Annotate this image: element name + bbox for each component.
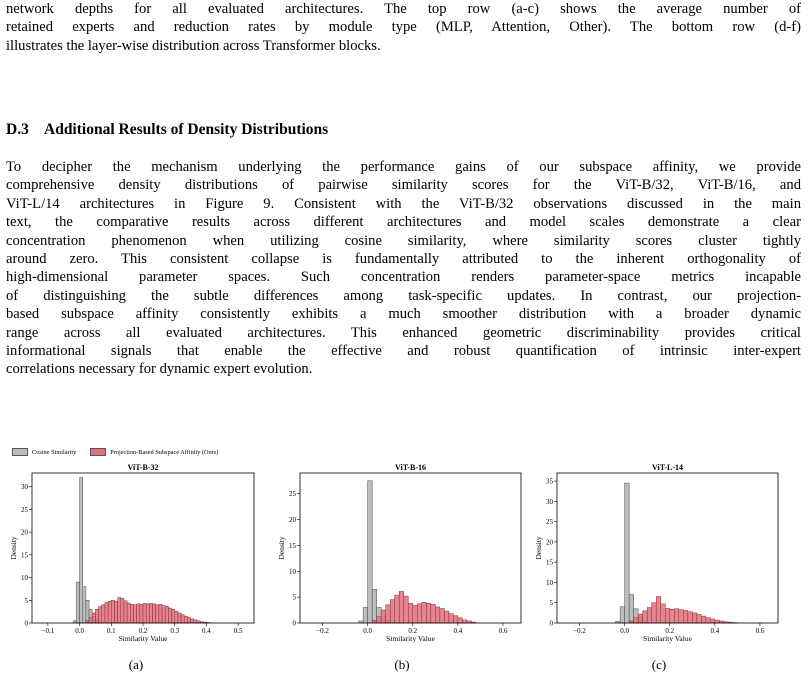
y-tick-label: 5 (292, 593, 296, 602)
bar-affinity (404, 596, 409, 623)
section-number: D.3 (6, 121, 29, 138)
y-axis-label: Density (534, 536, 543, 560)
x-tick-label: 0.0 (363, 627, 373, 635)
bar-affinity (124, 601, 127, 623)
x-tick-label: 0.0 (620, 627, 630, 635)
bar-affinity (634, 618, 639, 623)
paragraph-line: To decipher the mechanism underlying the performance gains of our subspace affinity, we provide (6, 159, 801, 175)
bar-affinity (674, 609, 679, 623)
y-tick-label: 15 (546, 558, 553, 567)
paragraph-line: ViT-L/14 architectures in Figure 9. Consistent with the ViT-B/32 observations discussed in the main (6, 195, 801, 212)
bar-cosine (83, 587, 86, 623)
bar-affinity (159, 604, 162, 623)
figure-legend (12, 446, 232, 458)
y-tick-label: 0 (292, 619, 296, 628)
y-tick-label: 25 (289, 490, 296, 499)
bar-affinity (153, 604, 156, 623)
bar-affinity (191, 619, 194, 623)
bar-affinity (172, 609, 175, 623)
x-tick-label: 0.0 (75, 627, 84, 635)
bar-affinity (162, 606, 165, 623)
paragraph-line: comprehensive density distributions of pairwise similarity scores for the ViT-B/32, ViT-B/16, and (6, 177, 801, 194)
section-heading (6, 121, 328, 139)
chart-title: ViT-B-16 (395, 463, 426, 472)
legend-item-cosine (12, 448, 76, 456)
bar-affinity (395, 595, 400, 623)
bar-cosine (86, 600, 89, 623)
bar-affinity (390, 600, 395, 623)
x-tick-label: 0.5 (233, 627, 243, 635)
y-tick-label: 30 (21, 483, 28, 492)
bar-cosine (620, 607, 625, 623)
y-tick-label: 35 (546, 477, 553, 486)
bar-affinity (408, 603, 413, 623)
x-tick-label: 0.2 (665, 627, 675, 635)
bar-affinity (111, 600, 114, 623)
y-tick-label: 5 (24, 596, 28, 605)
x-axis-label: Similarity Value (386, 634, 435, 643)
chart-title: ViT-B-32 (127, 463, 159, 472)
x-tick-label: 0.4 (453, 627, 463, 635)
bar-affinity (377, 617, 382, 623)
bar-affinity (175, 611, 178, 623)
bar-affinity (381, 610, 386, 623)
bar-affinity (431, 604, 436, 623)
bar-affinity (114, 601, 117, 623)
bar-affinity (108, 601, 111, 623)
y-tick-label: 25 (546, 518, 553, 527)
paragraph-line: high-dimensional parameter spaces. Such concentration renders parameter-space metrics incapable (6, 269, 801, 286)
bar-cosine (368, 481, 373, 623)
bar-cosine (80, 478, 83, 623)
bar-cosine (363, 607, 368, 623)
paragraph-line: text, the comparative results across different architectures and model scales demonstrate a clear (6, 214, 801, 231)
paragraph-line: range across all evaluated architectures. This enhanced geometric discriminability provides critical (6, 324, 801, 341)
bar-cosine (625, 483, 630, 623)
bar-affinity (449, 614, 454, 623)
y-tick-label: 15 (289, 541, 296, 550)
y-tick-label: 10 (546, 578, 553, 587)
x-tick-label: 0.2 (138, 627, 148, 635)
paragraph-line: of distinguishing the subtle differences among task-specific updates. In contrast, our projection- (6, 287, 801, 304)
bar-affinity (386, 605, 391, 623)
x-tick-label: −0.1 (41, 627, 55, 635)
paragraph-line: based subspace affinity consistently exhibits a much smoother distribution with a broader dynamic (6, 306, 801, 323)
top-paragraph (6, 0, 801, 55)
bar-affinity (453, 616, 458, 623)
y-tick-label: 0 (24, 619, 28, 628)
y-tick-label: 5 (549, 599, 553, 608)
bar-cosine (76, 582, 79, 623)
y-tick-label: 20 (289, 516, 296, 525)
chart-vit-b-16 (276, 460, 526, 650)
x-tick-label: −0.2 (573, 627, 586, 635)
bar-affinity (399, 591, 404, 623)
bar-affinity (95, 609, 98, 623)
paragraph-line: retained experts and reduction rates by module type (MLP, Attention, Other). The bottom row (d-f) (6, 19, 801, 36)
x-tick-label: 0.2 (408, 627, 418, 635)
bar-affinity (661, 604, 666, 623)
y-tick-label: 15 (21, 551, 28, 560)
x-tick-label: −0.2 (316, 627, 329, 635)
bar-affinity (133, 605, 136, 623)
body-paragraph (6, 158, 801, 379)
caption-c: (c) (651, 657, 667, 672)
bar-affinity (701, 616, 706, 623)
bar-affinity (127, 603, 130, 623)
bar-affinity (670, 609, 675, 623)
bar-affinity (422, 602, 427, 623)
y-tick-label: 20 (546, 538, 553, 547)
y-axis-label: Density (277, 536, 286, 560)
y-tick-label: 10 (21, 574, 28, 583)
chart-vit-b-32 (8, 460, 260, 650)
bar-affinity (105, 603, 108, 623)
bar-affinity (647, 608, 652, 623)
bar-affinity (156, 605, 159, 623)
y-tick-label: 30 (546, 497, 553, 506)
bar-affinity (444, 611, 449, 623)
caption-a: (a) (128, 657, 144, 672)
bar-affinity (665, 608, 670, 623)
paragraph-line: informational signals that enable the effective and robust quantification of intrinsic inter-expert (6, 343, 801, 360)
y-axis-label: Density (9, 536, 18, 560)
bar-cosine (372, 589, 377, 623)
bar-affinity (194, 620, 197, 623)
bar-affinity (458, 618, 463, 623)
bar-affinity (706, 618, 711, 623)
bar-affinity (435, 607, 440, 623)
bar-affinity (184, 616, 187, 623)
bar-affinity (688, 612, 693, 623)
y-tick-label: 20 (21, 528, 28, 537)
bar-affinity (165, 606, 168, 623)
bar-affinity (656, 597, 661, 623)
bar-affinity (683, 610, 688, 623)
bar-affinity (440, 609, 445, 623)
x-tick-label: 0.6 (755, 627, 765, 635)
paragraph-line: network depths for all evaluated architectures. The top row (a-c) shows the average number of (6, 1, 801, 17)
paragraph-line: illustrates the layer-wise distribution across Transformer blocks. (6, 37, 381, 54)
bar-affinity (89, 618, 92, 623)
bar-affinity (137, 604, 140, 623)
plot-frame (32, 473, 254, 623)
legend-label-affinity: Projection-Based Subspace Affinity (Ours) (110, 448, 219, 456)
y-tick-label: 25 (21, 505, 28, 514)
x-axis-label: Similarity Value (643, 634, 692, 643)
bar-affinity (679, 610, 684, 623)
bar-affinity (146, 604, 149, 623)
bar-affinity (121, 598, 124, 623)
y-tick-label: 10 (289, 567, 296, 576)
x-axis-label: Similarity Value (118, 634, 168, 643)
bar-affinity (426, 603, 431, 623)
bar-affinity (140, 604, 143, 623)
bar-affinity (187, 618, 190, 623)
paragraph-line: correlations necessary for dynamic expert evolution. (6, 361, 313, 378)
x-tick-label: 0.3 (170, 627, 180, 635)
plot-frame (557, 473, 778, 623)
bar-affinity (652, 603, 657, 623)
paragraph-line: concentration phenomenon when utilizing cosine similarity, where similarity scores cluster tightly (6, 232, 801, 249)
bar-affinity (118, 598, 121, 623)
legend-item-affinity (90, 448, 218, 456)
bar-affinity (149, 603, 152, 623)
plot-frame (300, 473, 521, 623)
chart-title: ViT-L-14 (652, 463, 683, 472)
bar-affinity (715, 620, 720, 623)
bar-affinity (178, 613, 181, 623)
bar-affinity (181, 615, 184, 623)
chart-vit-l-14 (533, 460, 783, 650)
y-tick-label: 0 (549, 619, 553, 628)
caption-b: (b) (394, 657, 410, 672)
bar-affinity (143, 603, 146, 623)
x-tick-label: 0.4 (710, 627, 720, 635)
bar-affinity (638, 614, 643, 623)
legend-label-cosine: Cosine Similarity (32, 448, 77, 456)
bar-affinity (692, 613, 697, 623)
bar-affinity (462, 620, 467, 623)
bar-cosine (629, 595, 634, 623)
bar-affinity (130, 604, 133, 623)
x-tick-label: 0.1 (106, 627, 116, 635)
paragraph-line: around zero. This consistent collapse is fundamentally attributed to the inherent orthogonality of (6, 251, 801, 268)
bar-affinity (92, 613, 95, 623)
bar-affinity (417, 604, 422, 623)
legend-swatch-affinity (90, 448, 106, 456)
bar-affinity (99, 607, 102, 623)
bar-affinity (643, 611, 648, 623)
legend-swatch-cosine (12, 448, 28, 456)
bar-affinity (102, 605, 105, 623)
section-title: Additional Results of Density Distributions (44, 121, 329, 138)
bar-affinity (710, 619, 715, 623)
x-tick-label: 0.4 (202, 627, 211, 635)
x-tick-label: 0.6 (498, 627, 508, 635)
bar-affinity (697, 614, 702, 623)
bar-affinity (168, 608, 171, 623)
bar-affinity (413, 605, 418, 623)
